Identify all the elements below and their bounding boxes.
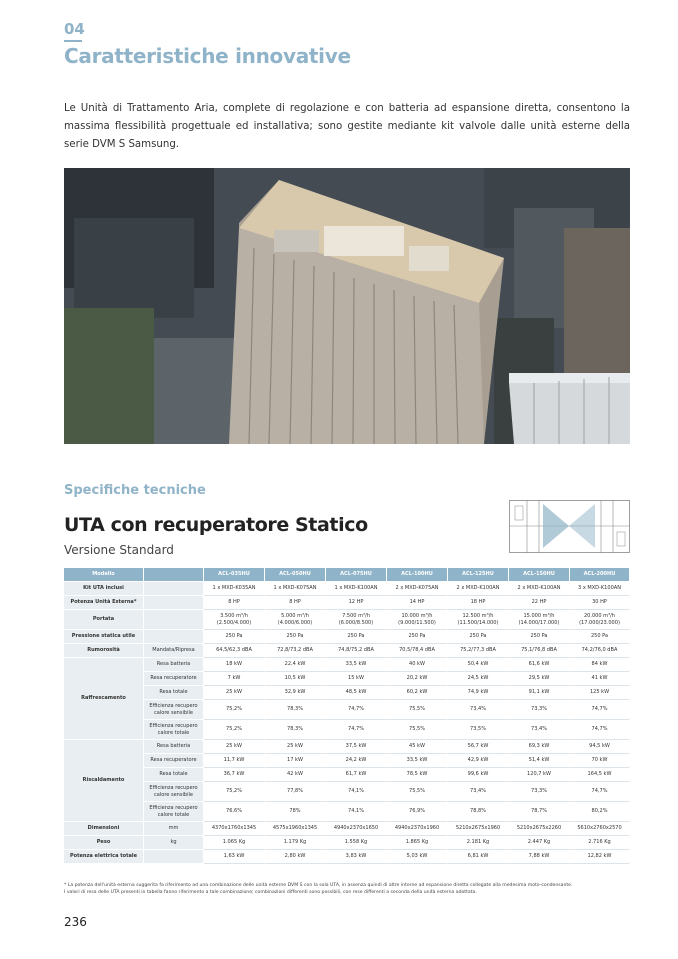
table-cell: 25 kW	[204, 740, 265, 754]
table-cell: 75,2%	[204, 782, 265, 802]
table-cell: 42 kW	[265, 768, 326, 782]
table-cell: 70 kW	[570, 754, 630, 768]
row-sublabel	[144, 630, 204, 644]
table-cell: 76,6%	[204, 802, 265, 822]
row-sublabel: Resa batteria	[144, 740, 204, 754]
table-cell: 18 HP	[448, 596, 509, 610]
portata-range: (2.500/4.000)	[216, 619, 252, 626]
table-cell: 2.716 Kg	[570, 836, 630, 850]
table-cell	[265, 610, 326, 630]
table-cell: 75,5%	[387, 782, 448, 802]
table-cell: 73,4%	[509, 720, 570, 740]
portata-value: 10.000 m³/h	[401, 613, 433, 620]
table-row	[64, 610, 630, 630]
table-cell: 7 kW	[204, 672, 265, 686]
table-cell: 91,1 kW	[509, 686, 570, 700]
table-row	[64, 850, 630, 864]
table-cell: 3,83 kW	[326, 850, 387, 864]
table-cell: 42,9 kW	[448, 754, 509, 768]
table-cell: 45 kW	[387, 740, 448, 754]
table-cell: 77,8%	[265, 782, 326, 802]
table-row	[64, 582, 630, 596]
table-cell: 74,8/75,2 dBA	[326, 644, 387, 658]
table-row	[64, 644, 630, 658]
table-cell: 15 kW	[326, 672, 387, 686]
page-number: 236	[64, 915, 87, 929]
table-cell: 48,5 kW	[326, 686, 387, 700]
row-label: Potenza Unità Esterna*	[64, 596, 144, 610]
header-cell: ACL-035HU	[204, 568, 265, 582]
footnote-line: I valori di resa delle UTA presenti in tabella fanno riferimento a tale combinazione; combinazioni differenti sono possibili, con rese differenti a seconda della unità esterna adottata.	[64, 890, 477, 895]
portata-value: 20.000 m³/h	[583, 613, 615, 620]
table-row	[64, 686, 630, 700]
table-cell: 1 x MXD-K100AN	[326, 582, 387, 596]
building-photo	[64, 168, 630, 444]
table-cell: 74,1%	[326, 802, 387, 822]
portata-value: 7.500 m³/h	[342, 613, 370, 620]
table-cell: 32,9 kW	[265, 686, 326, 700]
table-cell: 12 HP	[326, 596, 387, 610]
section-title: Caratteristiche innovative	[64, 44, 351, 68]
portata-range: (4.000/6.000)	[277, 619, 313, 626]
table-cell: 64,5/62,3 dBA	[204, 644, 265, 658]
portata-range: (9.000/11.500)	[398, 619, 436, 626]
row-sublabel: Efficienza recupero calore totale	[144, 802, 204, 822]
footnote	[64, 882, 630, 896]
table-cell: 73,4%	[448, 782, 509, 802]
table-cell: 29,5 kW	[509, 672, 570, 686]
table-cell: 2.447 Kg	[509, 836, 570, 850]
row-label: Kit UTA inclusi	[64, 582, 144, 596]
table-cell: 1 x MXD-K035AN	[204, 582, 265, 596]
row-label: Potenza elettrica totale	[64, 850, 144, 864]
table-cell: 120,7 kW	[509, 768, 570, 782]
table-cell: 50,4 kW	[448, 658, 509, 672]
table-cell: 25 kW	[265, 740, 326, 754]
table-cell: 73,4%	[448, 700, 509, 720]
portata-value: 15.000 m³/h	[523, 613, 555, 620]
table-cell: 5,03 kW	[387, 850, 448, 864]
table-cell: 17 kW	[265, 754, 326, 768]
row-sublabel: Efficienza recupero calore totale	[144, 720, 204, 740]
table-cell	[326, 610, 387, 630]
table-cell: 80,2%	[570, 802, 630, 822]
table-cell: 4575x1960x1345	[265, 822, 326, 836]
portata-range: (6.000/8.500)	[338, 619, 374, 626]
table-cell: 84 kW	[570, 658, 630, 672]
portata-range: (17.000/23.000)	[579, 619, 620, 626]
table-cell: 250 Pa	[326, 630, 387, 644]
table-cell: 99,6 kW	[448, 768, 509, 782]
table-row	[64, 720, 630, 740]
footnote-line: * La potenza dell'unità esterna suggerita fa riferimento ad una combinazione delle unità esterne DVM S con la sola UTA, in assenza quindi di altre interne ad espansione diretta collegate alla medesima moto-condensante.	[64, 883, 573, 888]
table-cell: 73,5%	[448, 720, 509, 740]
table-row	[64, 596, 630, 610]
portata-value: 12.500 m³/h	[462, 613, 494, 620]
table-cell: 56,7 kW	[448, 740, 509, 754]
row-sublabel: kg	[144, 836, 204, 850]
table-cell: 8 HP	[204, 596, 265, 610]
header-cell: ACL-100HU	[387, 568, 448, 582]
header-cell: ACL-125HU	[448, 568, 509, 582]
table-cell	[387, 610, 448, 630]
row-sublabel: Resa recuperatore	[144, 672, 204, 686]
portata-range: (11.500/14.000)	[457, 619, 499, 626]
section-number: 04	[64, 20, 85, 38]
table-cell: 75,2%	[204, 720, 265, 740]
table-cell: 5610x2760x2570	[570, 822, 630, 836]
row-label: Peso	[64, 836, 144, 850]
row-label: Riscaldamento	[64, 740, 144, 822]
table-cell: 1.865 Kg	[387, 836, 448, 850]
table-header-row	[64, 568, 630, 582]
table-cell: 250 Pa	[387, 630, 448, 644]
table-cell: 33,5 kW	[387, 754, 448, 768]
table-cell: 1 x MXD-K075AN	[265, 582, 326, 596]
table-cell: 11,7 kW	[204, 754, 265, 768]
table-cell: 1.558 Kg	[326, 836, 387, 850]
table-cell: 24,2 kW	[326, 754, 387, 768]
table-cell: 22,4 kW	[265, 658, 326, 672]
table-cell: 41 kW	[570, 672, 630, 686]
table-cell: 1,63 kW	[204, 850, 265, 864]
row-sublabel: Resa recuperatore	[144, 754, 204, 768]
table-cell: 20,2 kW	[387, 672, 448, 686]
table-cell: 14 HP	[387, 596, 448, 610]
table-cell: 6,81 kW	[448, 850, 509, 864]
table-cell: 74,7%	[570, 720, 630, 740]
table-cell: 5210x2675x2260	[509, 822, 570, 836]
table-row	[64, 836, 630, 850]
product-version: Versione Standard	[64, 543, 174, 557]
table-cell: 2,80 kW	[265, 850, 326, 864]
intro-paragraph: Le Unità di Trattamento Aria, complete di regolazione e con batteria ad espansione diretta, consentono la massima flessibilità progettuale ed installativa; sono gestite mediante kit valvole dalle unità esterne della serie DVM S Samsung.	[64, 103, 630, 150]
table-cell: 250 Pa	[509, 630, 570, 644]
table-cell: 4940x2370x1960	[387, 822, 448, 836]
product-title: UTA con recuperatore Statico	[64, 514, 368, 536]
table-cell: 78,3%	[265, 720, 326, 740]
table-cell: 94,5 kW	[570, 740, 630, 754]
table-cell: 73,3%	[509, 782, 570, 802]
table-cell: 2.181 Kg	[448, 836, 509, 850]
table-row	[64, 782, 630, 802]
table-row	[64, 630, 630, 644]
table-row	[64, 740, 630, 754]
row-label: Dimensioni	[64, 822, 144, 836]
table-cell: 74,1%	[326, 782, 387, 802]
table-cell: 73,3%	[509, 700, 570, 720]
table-cell: 75,1/76,8 dBA	[509, 644, 570, 658]
table-cell: 10,5 kW	[265, 672, 326, 686]
table-cell: 74,7%	[326, 700, 387, 720]
table-cell: 164,5 kW	[570, 768, 630, 782]
row-sublabel: Resa totale	[144, 686, 204, 700]
table-cell: 61,6 kW	[509, 658, 570, 672]
table-cell: 75,2/77,3 dBA	[448, 644, 509, 658]
table-cell: 2 x MXD-K100AN	[509, 582, 570, 596]
table-cell: 2 x MXD-K100AN	[448, 582, 509, 596]
row-sublabel: mm	[144, 822, 204, 836]
table-row	[64, 822, 630, 836]
row-sublabel	[144, 850, 204, 864]
row-sublabel	[144, 582, 204, 596]
row-label: Rumorosità	[64, 644, 144, 658]
portata-value: 5.000 m³/h	[281, 613, 309, 620]
table-cell: 30 HP	[570, 596, 630, 610]
table-cell: 4370x1760x1345	[204, 822, 265, 836]
table-cell: 1.065 Kg	[204, 836, 265, 850]
row-sublabel	[144, 596, 204, 610]
table-cell: 250 Pa	[265, 630, 326, 644]
table-cell	[204, 610, 265, 630]
table-cell: 76,9%	[387, 802, 448, 822]
table-cell: 74,9 kW	[448, 686, 509, 700]
specs-heading: Specifiche tecniche	[64, 483, 206, 498]
table-cell: 5210x2675x1960	[448, 822, 509, 836]
table-cell: 24,5 kW	[448, 672, 509, 686]
table-cell: 70,5/78,4 dBA	[387, 644, 448, 658]
table-cell: 40 kW	[387, 658, 448, 672]
table-cell: 1.179 Kg	[265, 836, 326, 850]
table-cell: 25 kW	[204, 686, 265, 700]
row-label: Portata	[64, 610, 144, 630]
row-sublabel: Mandata/Ripresa	[144, 644, 204, 658]
table-cell: 78,8%	[448, 802, 509, 822]
header-cell: ACL-075HU	[326, 568, 387, 582]
table-cell: 75,2%	[204, 700, 265, 720]
table-cell: 22 HP	[509, 596, 570, 610]
table-cell: 12,82 kW	[570, 850, 630, 864]
portata-range: (14.000/17.000)	[518, 619, 560, 626]
table-cell: 74,7%	[570, 700, 630, 720]
header-cell: ACL-050HU	[265, 568, 326, 582]
portata-value: 3.500 m³/h	[220, 613, 248, 620]
row-sublabel: Resa batteria	[144, 658, 204, 672]
table-cell	[448, 610, 509, 630]
table-cell: 75,5%	[387, 700, 448, 720]
table-cell: 78,5 kW	[387, 768, 448, 782]
table-cell: 74,7%	[570, 782, 630, 802]
table-row	[64, 754, 630, 768]
table-cell: 74,7%	[326, 720, 387, 740]
table-cell: 4940x2370x1650	[326, 822, 387, 836]
table-row	[64, 672, 630, 686]
table-cell: 51,4 kW	[509, 754, 570, 768]
unit-diagram	[509, 500, 630, 553]
table-cell: 69,3 kW	[509, 740, 570, 754]
table-row	[64, 768, 630, 782]
table-cell: 37,5 kW	[326, 740, 387, 754]
table-cell	[570, 610, 630, 630]
table-cell: 60,2 kW	[387, 686, 448, 700]
table-cell: 72,8/73,2 dBA	[265, 644, 326, 658]
table-cell	[509, 610, 570, 630]
row-label: Raffrescamento	[64, 658, 144, 740]
table-cell: 78,7%	[509, 802, 570, 822]
table-cell: 2 x MXD-K075AN	[387, 582, 448, 596]
header-cell	[144, 568, 204, 582]
table-cell: 18 kW	[204, 658, 265, 672]
row-sublabel: Efficienza recupero calore sensibile	[144, 700, 204, 720]
row-label: Pressione statica utile	[64, 630, 144, 644]
table-cell: 250 Pa	[204, 630, 265, 644]
table-cell: 3 x MXD-K100AN	[570, 582, 630, 596]
row-sublabel: Resa totale	[144, 768, 204, 782]
header-cell: ACL-200HU	[570, 568, 630, 582]
table-row	[64, 700, 630, 720]
row-sublabel	[144, 610, 204, 630]
table-cell: 8 HP	[265, 596, 326, 610]
table-cell: 7,88 kW	[509, 850, 570, 864]
table-cell: 125 kW	[570, 686, 630, 700]
table-row	[64, 658, 630, 672]
row-sublabel: Efficienza recupero calore sensibile	[144, 782, 204, 802]
table-cell: 36,7 kW	[204, 768, 265, 782]
section-rule	[64, 40, 82, 42]
table-cell: 74,2/76,0 dBA	[570, 644, 630, 658]
table-row	[64, 802, 630, 822]
table-cell: 75,5%	[387, 720, 448, 740]
header-cell: ACL-150HU	[509, 568, 570, 582]
table-cell: 33,5 kW	[326, 658, 387, 672]
table-cell: 250 Pa	[570, 630, 630, 644]
table-cell: 78,3%	[265, 700, 326, 720]
spec-table	[64, 568, 630, 864]
table-cell: 61,7 kW	[326, 768, 387, 782]
table-cell: 78%	[265, 802, 326, 822]
header-cell: Modello	[64, 568, 144, 582]
table-cell: 250 Pa	[448, 630, 509, 644]
